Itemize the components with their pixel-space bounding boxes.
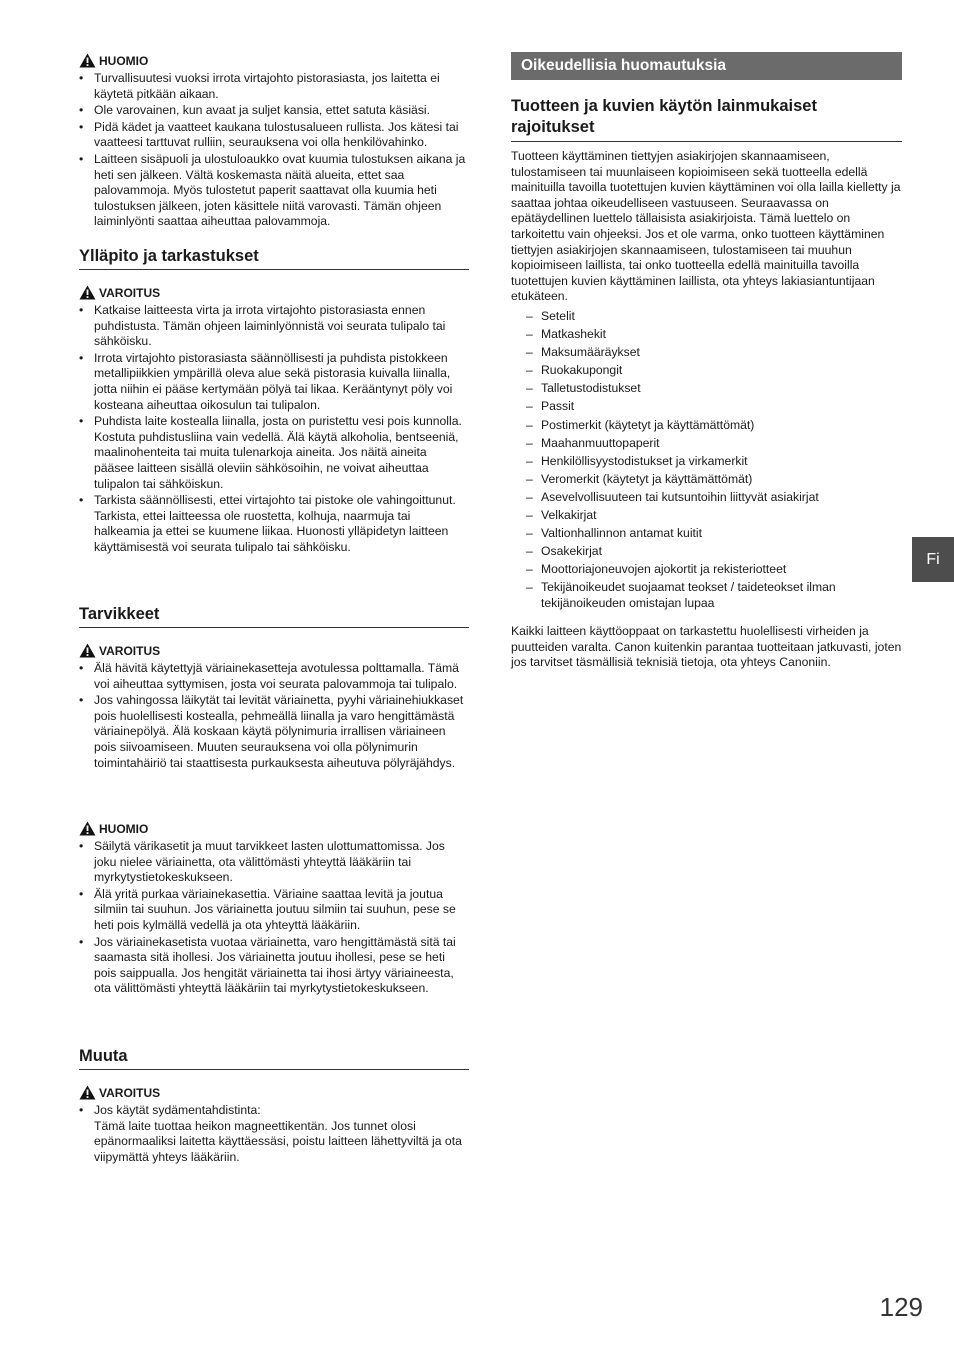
warning-triangle-icon [79,821,96,836]
bullet-list [79,839,469,997]
list-item: – Ruokakupongit [526,363,623,378]
list-item: • Katkaise laitteesta virta ja irrota virtajohto pistorasiasta ennen puhdistusta. Tämän ohjeen laiminlyönnistä voi seurata tulipalo tai sähköisku. [79,303,446,349]
section-title-other: Muuta [79,1046,469,1070]
section-title-supplies: Tarvikkeet [79,604,469,628]
notice-label: HUOMIO [99,53,149,68]
list-item: – Tekijänoikeudet suojaamat teokset / taideteokset ilman tekijänoikeuden omistajan lupaa [526,580,836,610]
section-title-maintenance: Ylläpito ja tarkastukset [79,246,469,270]
list-item: – Maahanmuuttopaperit [526,435,660,450]
list-item: – Moottoriajoneuvojen ajokortit ja rekisteriotteet [526,562,787,577]
list-item: – Maksumääräykset [526,345,640,360]
list-item: – Veromerkit (käytetyt ja käyttämättömät) [526,471,753,486]
page-number: 129 [879,1292,923,1322]
list-item: – Velkakirjat [526,508,597,523]
bullet-list [79,1103,469,1165]
document-list [526,309,896,614]
bullet-list [79,71,469,230]
list-item: – Asevelvollisuuteen tai kutsuntoihin liittyvät asiakirjat [526,489,819,504]
list-item: • Pidä kädet ja vaatteet kaukana tulostusalueen rullista. Jos kätesi tai vaatteesi tarttuvat rulliin, seurauksena voi olla henkilövahinko. [79,119,459,150]
caution-notice-1 [79,52,469,231]
notice-label: VAROITUS [99,643,161,658]
list-item: – Osakekirjat [526,544,602,559]
list-item: – Matkashekit [526,327,607,342]
notice-label: VAROITUS [99,1085,161,1100]
list-item: • Jos vahingossa läikytät tai levität väriainetta, pyyhi väriainehiukkaset pois huolellisesti kostealla, pehmeällä liinalla ja varo hengittämästä väriainepölyä. Älä koskaan käytä pölynimuria irrallisen väriaineen pois siivoamiseen. Muuten seurauksena voi olla pölynimurin toimintahäiriö tai staattisesta purkauksesta aiheutuva pölyräjähdys. [79,693,464,770]
notice-label: HUOMIO [99,821,149,836]
list-item: • Jos väriainekasetista vuotaa väriainetta, varo hengittämästä sitä tai saamasta sitä ihollesi. Jos väriainetta joutuu ihollesi, pese se heti pois saippualla. Jos hengität väriainetta tai ihosi ärtyy väriaineesta, ota välittömästi yhteyttä lääkäriin tai myrkytystietokeskukseen. [79,934,456,996]
list-item: – Talletustodistukset [526,381,641,396]
list-item: • Ole varovainen, kun avaat ja suljet kansia, ettet satuta käsiäsi. [79,103,431,118]
warning-triangle-icon [79,285,96,300]
list-item: • Irrota virtajohto pistorasiasta säännöllisesti ja puhdista pistokkeen metallipiikkien ympärillä oleva alue sekä pistorasia kuivalla liinalla, jotta niihin ei pääse kertymään pölyä tai likaa. Kerääntynyt pöly voi kosteana aiheuttaa oikosulun tai tulipalon. [79,350,453,412]
list-item: • Säilytä värikasetit ja muut tarvikkeet lasten ulottumattomissa. Jos joku nielee väriainetta, ota välittömästi yhteyttä lääkäriin tai myrkytystietokeskukseen. [79,839,445,885]
list-item: • Tarkista säännöllisesti, ettei virtajohto tai pistoke ole vahingoittunut. Tarkista, ettei laitteessa ole ruostetta, kolhuja, naarmuja tai halkeamia ja ettei se kuumene liikaa. Huonosti ylläpidetyn laitteen käyttämisestä voi seurata tulipalo tai sähköisku. [79,493,456,554]
caution-notice-supplies [79,820,469,998]
list-item: – Passit [526,399,575,414]
outro-paragraph: Kaikki laitteen käyttöoppaat on tarkastettu huolellisesti virheiden ja puutteiden varalta. Canon kuitenkin parantaa tuotteitaan jatkuvasti, joten jos tarvitset täsmällisiä teknisiä tietoja, ota yhteys Canoniin. [511,624,902,670]
list-item: – Henkilöllisyystodistukset ja virkamerkit [526,453,748,468]
warning-notice-maintenance [79,284,469,557]
section-banner: Oikeudellisia huomautuksia [511,52,902,80]
list-item: • Laitteen sisäpuoli ja ulostuloaukko ovat kuumia tulostuksen aikana ja heti sen jälkeen. Vältä koskemasta näitä alueita, ettet saa palovammoja. Myös tulostetut paperit saattavat olla kuumia heti tulostuksen jälkeen, joten käsittele niitä varovasti. Tämän ohjeen laiminlyönti saattaa aiheuttaa palovammoja. [79,151,466,229]
warning-triangle-icon [79,1085,96,1100]
warning-triangle-icon [79,643,96,658]
warning-triangle-icon [79,53,96,68]
list-item: • Turvallisuutesi vuoksi irrota virtajohto pistorasiasta, jos laitetta ei käytetä pitkään aikaan. [79,71,440,101]
bullet-list [79,661,469,771]
subsection-title: Tuotteen ja kuvien käytön lainmukaiset rajoitukset [511,96,902,142]
list-item: • Älä yritä purkaa väriainekasettia. Väriaine saattaa levitä ja joutua silmiin tai suuhun. Jos väriainetta joutuu silmiin tai suuhun, pese se heti pois kylmällä vedellä ja ota yhteyttä lääkäriin. [79,886,456,932]
intro-paragraph: Tuotteen käyttäminen tiettyjen asiakirjojen skannaamiseen, tulostamiseen tai muunlaiseen kopioimiseen sekä tuotteella edellä mainituilla tavoilla tuotettujen kuvien käyttäminen voi olla lailla kielletty ja saattaa johtaa oikeudelliseen vastuuseen. Seuraavassa on epätäydellinen luettelo tällaisista asiakirjoista. Tämä luettelo on tarkoitettu vain ohjeeksi. Jos et ole varma, onko tuotteen käyttäminen tiettyjen asiakirjojen skannaamiseen, tulostamiseen tai muuhun kopioimiseen laillista, tai onko tuotteella edellä mainituilla tavoilla tuotettujen kuvien käyttäminen laillista, ota yhteys lakiasiantuntijaan etukäteen. [511,149,901,304]
list-item: – Setelit [526,309,575,323]
list-item: • Jos käytät sydämentahdistinta: Tämä laite tuottaa heikon magneettikentän. Jos tunnet olosi epänormaaliksi laitetta käyttäessäsi, poistu laitteen lähettyviltä ja ota viipymättä yhteys lääkäriin. [79,1103,462,1164]
language-tab: Fi [912,537,954,582]
list-item: – Postimerkit (käytetyt ja käyttämättömät) [526,417,755,432]
warning-notice-other [79,1084,469,1166]
bullet-list [79,303,469,556]
list-item: • Puhdista laite kostealla liinalla, josta on puristettu vesi pois kunnolla. Kostuta puhdistusliina vain vedellä. Älä käytä alkoholia, bentseeniä, maalinohenteita tai muita tulenarkoja aineita. Jos näitä aineita pääsee laitteen sisällä oleviin sähkösoihin, ne voivat aiheuttaa tulipalon tai sähköiskun. [79,414,462,491]
warning-notice-supplies [79,642,469,772]
notice-label: VAROITUS [99,285,161,300]
list-item: – Valtionhallinnon antamat kuitit [526,526,703,541]
list-item: • Älä hävitä käytettyjä väriainekasetteja avotulessa polttamalla. Tämä voi aiheuttaa syttymisen, josta voi seurata palovammoja tai tulipalo. [79,661,459,691]
